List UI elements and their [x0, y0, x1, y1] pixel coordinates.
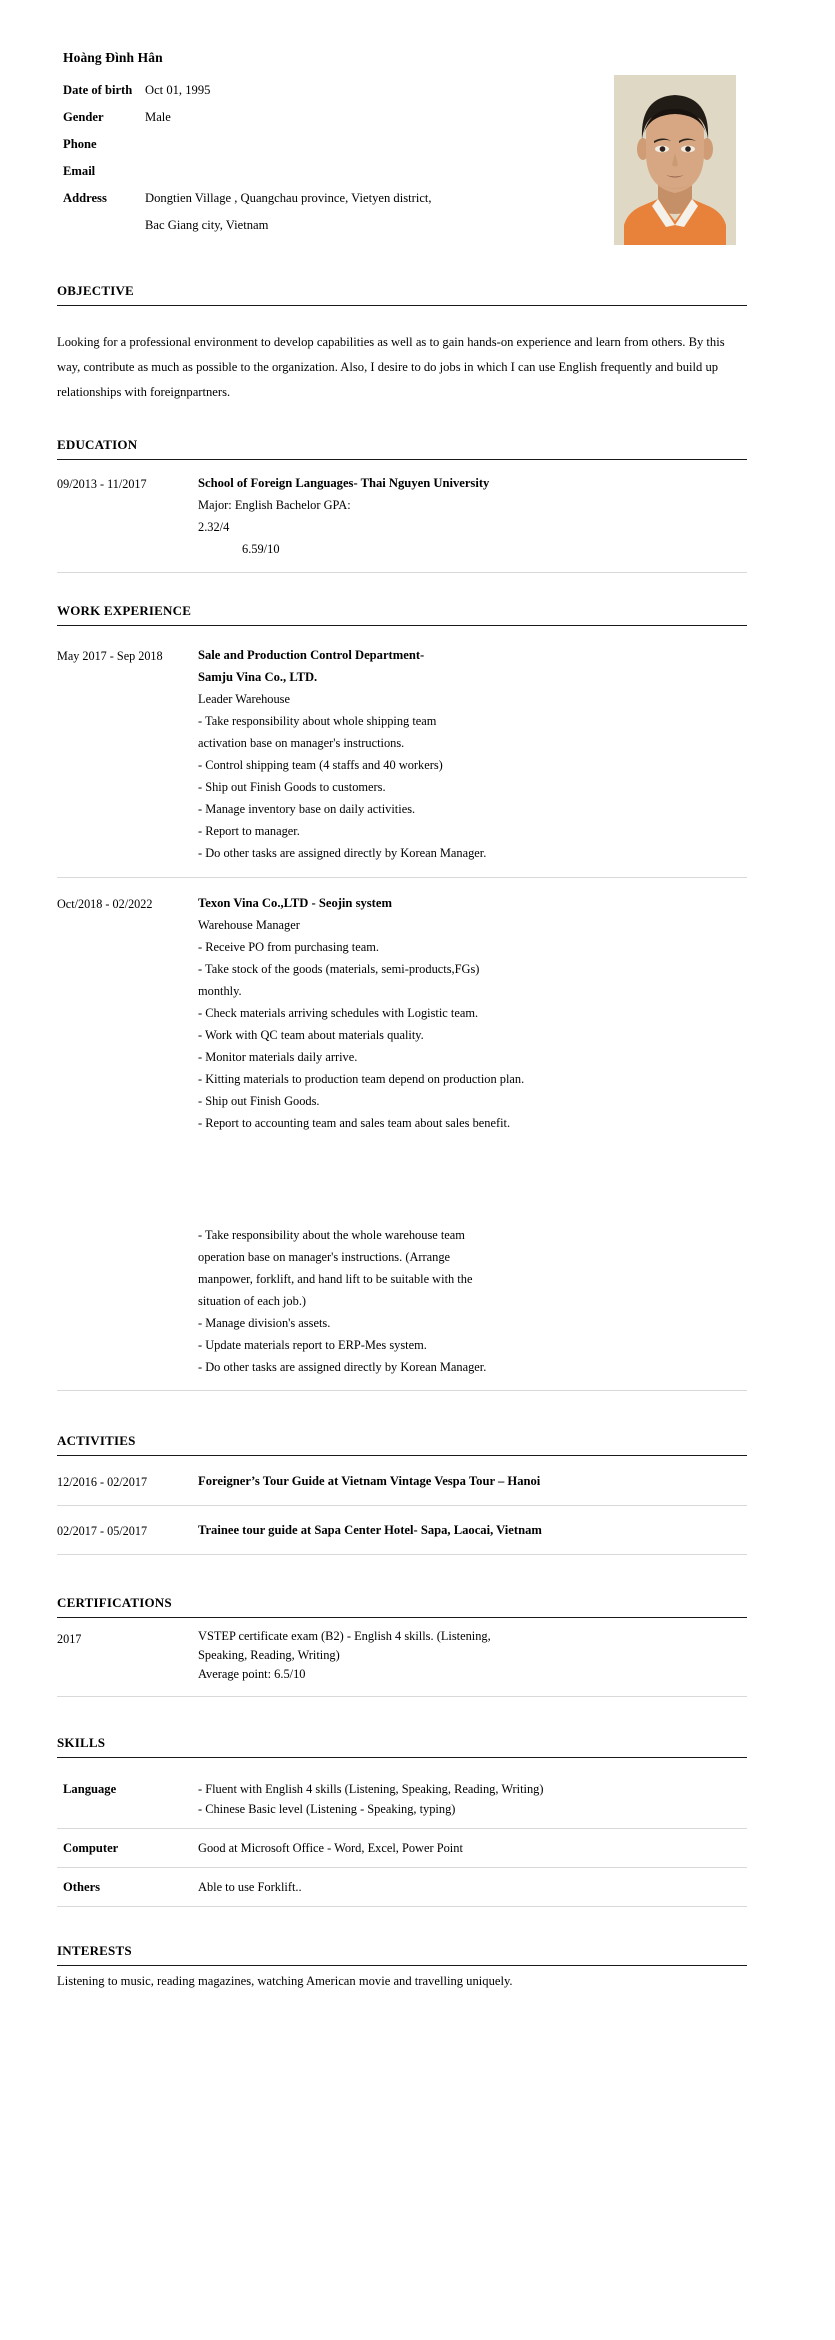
work-entry-details	[198, 644, 747, 864]
section-title-work-experience: WORK EXPERIENCE	[57, 603, 192, 618]
skills-label-computer: Computer	[63, 1841, 119, 1855]
section-title-interests: INTERESTS	[57, 1943, 132, 1958]
certification-entry	[57, 1627, 747, 1684]
person-name: Hoàng Đình Hân	[63, 50, 163, 65]
section-work-experience	[57, 573, 747, 1391]
section-title-certifications: CERTIFICATIONS	[57, 1595, 172, 1610]
work-bullet: - Report to accounting team and sales team about sales benefit.	[198, 1116, 511, 1130]
activity-entry-date: 02/2017 - 05/2017	[57, 1524, 148, 1538]
work-entry-date: Oct/2018 - 02/2022	[57, 897, 153, 911]
section-title-objective: OBJECTIVE	[57, 283, 134, 298]
info-row-email	[63, 158, 432, 185]
work-bullet: - Kitting materials to production team depend on production plan.	[198, 1072, 525, 1086]
work-entry-bullets	[198, 710, 747, 864]
work-bullet: - Do other tasks are assigned directly by Korean Manager.	[198, 1360, 487, 1374]
work-bullet: - Ship out Finish Goods.	[198, 1094, 320, 1108]
work-bullet: - Monitor materials daily arrive.	[198, 1050, 358, 1064]
work-bullet: - Control shipping team (4 staffs and 40 workers)	[198, 758, 443, 772]
work-entry-title: Sale and Production Control Department- Samju Vina Co., LTD.	[198, 648, 425, 684]
skills-label-others: Others	[63, 1880, 101, 1894]
skills-value-computer: Good at Microsoft Office - Word, Excel, Power Point	[198, 1841, 463, 1855]
info-value-email	[145, 158, 432, 185]
section-education	[57, 405, 747, 573]
work-entry-role: Leader Warehouse	[198, 692, 290, 706]
resume-header	[57, 0, 747, 255]
work-entry	[57, 892, 747, 1378]
activity-entry	[57, 1470, 747, 1493]
info-row-gender	[63, 104, 432, 131]
profile-photo-image	[614, 75, 736, 245]
skills-value-language	[198, 1779, 747, 1819]
info-label-spacer	[63, 212, 145, 239]
info-label-date-of-birth: Date of birth	[63, 83, 133, 97]
work-bullet: - Report to manager.	[198, 824, 300, 838]
work-entry-role: Warehouse Manager	[198, 918, 300, 932]
work-entry-bullets-continued	[198, 1224, 747, 1378]
section-title-activities: ACTIVITIES	[57, 1433, 136, 1448]
info-row-date-of-birth	[63, 77, 432, 104]
section-title-education: EDUCATION	[57, 437, 138, 452]
info-label-phone: Phone	[63, 137, 97, 151]
section-skills	[57, 1697, 747, 1907]
work-bullet: - Receive PO from purchasing team.	[198, 940, 379, 954]
section-title-skills: SKILLS	[57, 1735, 106, 1750]
work-entry-bullets	[198, 936, 747, 1134]
section-objective	[57, 255, 747, 405]
objective-text: Looking for a professional environment to develop capabilities as well as to gain hands-on experience and learn from others. By this way, contribute as much as possible to the organization. Also, I desire to do jobs in which I can use English frequently and build up relationships with foreignpartners.	[57, 335, 725, 399]
education-school: School of Foreign Languages- Thai Nguyen University	[198, 476, 490, 490]
certification-entry-details	[198, 1627, 747, 1684]
work-bullet: - Work with QC team about materials quality.	[198, 1028, 424, 1042]
info-value-address-line2: Bac Giang city, Vietnam	[145, 218, 269, 232]
skills-label-language: Language	[63, 1782, 117, 1796]
work-bullet: - Manage division's assets.	[198, 1316, 331, 1330]
work-bullet: - Take stock of the goods (materials, semi-products,FGs) monthly.	[198, 962, 480, 998]
work-bullet: - Manage inventory base on daily activities.	[198, 802, 416, 816]
interests-text: Listening to music, reading magazines, watching American movie and travelling uniquely.	[57, 1974, 513, 1988]
info-value-phone	[145, 131, 432, 158]
resume-content	[57, 0, 747, 1992]
info-label-address: Address	[63, 191, 107, 205]
info-value-gender: Male	[145, 110, 171, 124]
work-entry-title: Texon Vina Co.,LTD - Seojin system	[198, 896, 392, 910]
info-label-gender: Gender	[63, 110, 104, 124]
work-bullet: - Update materials report to ERP-Mes system.	[198, 1338, 427, 1352]
education-entry-date: 09/2013 - 11/2017	[57, 477, 147, 491]
skills-value-others: Able to use Forklift..	[198, 1880, 302, 1894]
education-entry-details	[198, 472, 747, 560]
info-label-email: Email	[63, 164, 96, 178]
skills-value-line: - Fluent with English 4 skills (Listening, Speaking, Reading, Writing)	[198, 1782, 544, 1796]
personal-info-table	[63, 77, 432, 239]
activity-entry-date: 12/2016 - 02/2017	[57, 1475, 148, 1489]
info-value-date-of-birth: Oct 01, 1995	[145, 83, 211, 97]
info-value-address-line1: Dongtien Village , Quangchau province, Vietyen district,	[145, 191, 432, 205]
work-entry-details	[198, 892, 747, 1378]
info-row-address-line2	[63, 212, 432, 239]
education-entry	[57, 472, 747, 560]
skills-row-others	[57, 1868, 747, 1906]
work-bullet: - Take responsibility about whole shipping team activation base on manager's instructions.	[198, 714, 437, 750]
work-entry-date: May 2017 - Sep 2018	[57, 649, 163, 663]
info-row-phone	[63, 131, 432, 158]
education-gpa-secondary: 6.59/10	[242, 542, 280, 556]
certification-entry-date: 2017	[57, 1632, 82, 1646]
work-bullet: - Do other tasks are assigned directly by Korean Manager.	[198, 846, 487, 860]
work-bullet: - Take responsibility about the whole warehouse team operation base on manager's instructions. (Arrange manpower, forklift, and hand lift to be suitable with the situation of each job.)	[198, 1228, 473, 1308]
section-activities	[57, 1391, 747, 1555]
certification-line: VSTEP certificate exam (B2) - English 4 skills. (Listening, Speaking, Reading, Writing)	[198, 1629, 491, 1662]
work-bullet: - Ship out Finish Goods to customers.	[198, 780, 386, 794]
section-interests	[57, 1907, 747, 1992]
skills-row-language	[57, 1770, 747, 1828]
skills-row-computer	[57, 1829, 747, 1867]
education-gpa: 2.32/4	[198, 520, 230, 534]
work-bullet: - Check materials arriving schedules with Logistic team.	[198, 1006, 479, 1020]
profile-photo	[614, 75, 736, 245]
section-certifications	[57, 1555, 747, 1697]
education-major: Major: English Bachelor GPA:	[198, 498, 351, 512]
certification-line: Average point: 6.5/10	[198, 1667, 306, 1681]
activity-entry	[57, 1519, 747, 1542]
activity-entry-title: Foreigner’s Tour Guide at Vietnam Vintage Vespa Tour – Hanoi	[198, 1474, 541, 1488]
work-entry	[57, 644, 747, 864]
info-row-address	[63, 185, 432, 212]
skills-value-line: - Chinese Basic level (Listening - Speaking, typing)	[198, 1802, 456, 1816]
activity-entry-title: Trainee tour guide at Sapa Center Hotel- Sapa, Laocai, Vietnam	[198, 1523, 542, 1537]
